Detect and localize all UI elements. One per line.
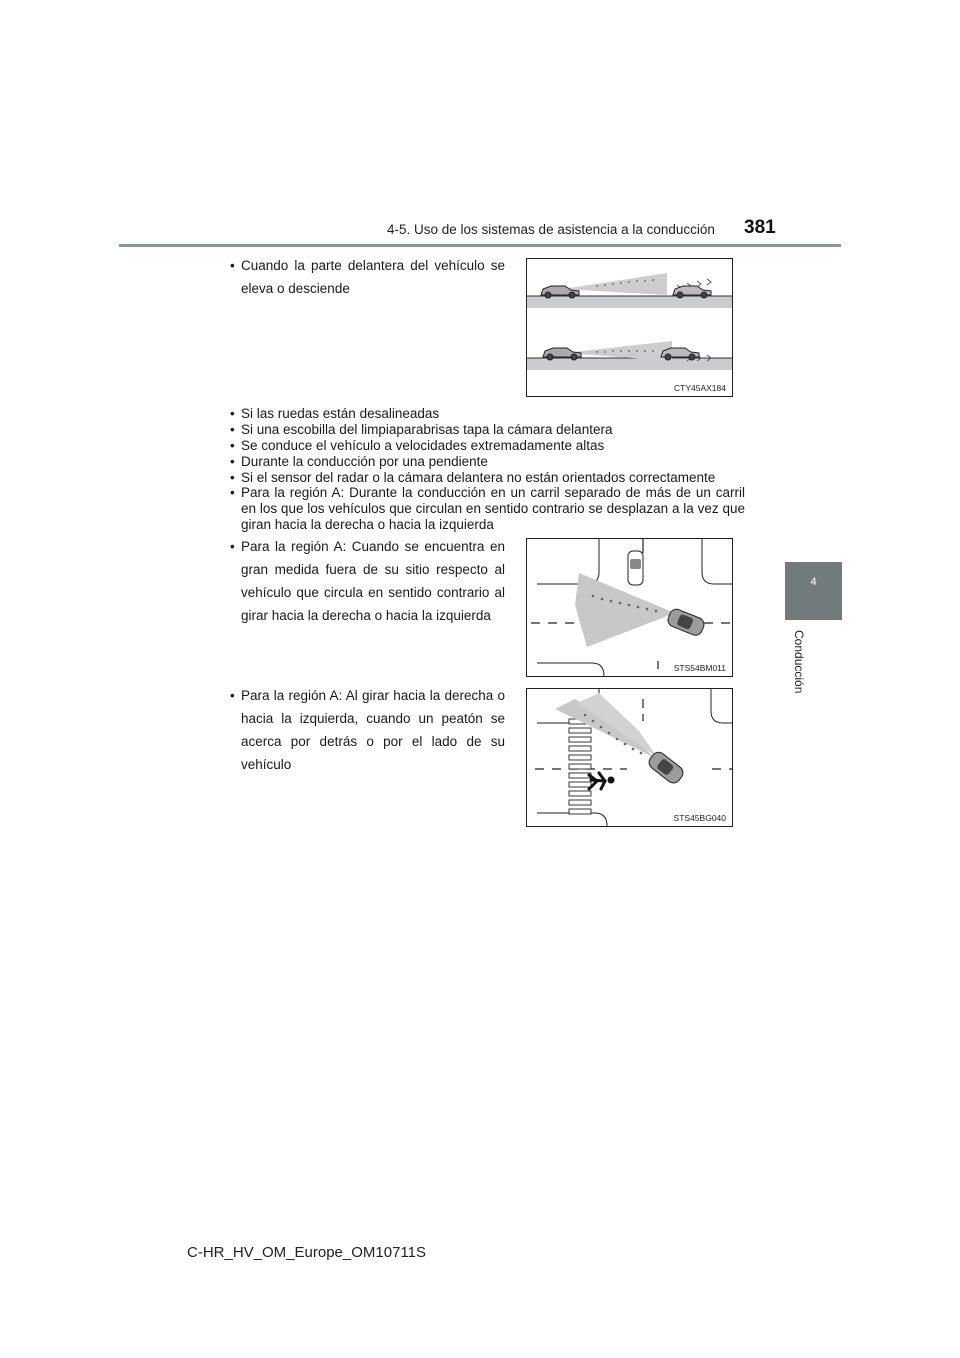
bullet-marker: •: [230, 485, 235, 500]
bullet-marker: •: [230, 422, 235, 437]
bullet-text: Si una escobilla del limpiaparabrisas tapa la cámara delantera: [241, 422, 613, 437]
section-title: 4-5. Uso de los sistemas de asistencia a la conducción: [387, 222, 715, 237]
bullet-text: Si el sensor del radar o la cámara delantera no están orientados correctamente: [241, 470, 716, 485]
bullet-marker: •: [230, 438, 235, 453]
chapter-label: Conducción: [792, 630, 806, 694]
bullet-marker: •: [230, 406, 235, 421]
bullet-text: Durante la conducción por una pendiente: [241, 454, 488, 469]
figure-intersection-turn: [526, 538, 733, 677]
bullet-front-rise: [230, 254, 505, 300]
bullet-text: Para la región A: Al girar hacia la derecha o hacia la izquierda, cuando un peatón se acerca por detrás o por el lado de su vehículo: [241, 688, 505, 772]
bullet-marker: •: [230, 539, 235, 554]
figure-code: CTY45AX184: [674, 383, 726, 393]
bullet-marker: •: [230, 454, 235, 469]
figure-pedestrian-illustration: [527, 689, 732, 826]
bullet-lane: [230, 485, 745, 533]
bullet-marker: •: [230, 688, 235, 703]
figure-intersection-illustration: [527, 539, 732, 676]
bullet-marker: •: [230, 470, 235, 485]
bullet-turning-offset: [230, 535, 505, 627]
figure-pedestrian-crossing: [526, 688, 733, 827]
figure-code: STS45BG040: [673, 813, 726, 823]
document-code: C-HR_HV_OM_Europe_OM10711S: [187, 1244, 426, 1261]
figure-code: STS54BM011: [673, 663, 726, 673]
figure-radar-slope-illustration: [527, 259, 732, 396]
bullet-text: Si las ruedas están desalineadas: [241, 406, 440, 421]
bullet-marker: •: [230, 258, 235, 273]
bullet-text: Para la región A: Durante la conducción en un carril separado de más de un carril en los que los vehículos que circulan en sentido contrario se desplazan a la vez que giran hacia la derecha o hacia la izquierda: [241, 485, 745, 532]
chapter-tab: [785, 562, 842, 620]
bullet-text: Se conduce el vehículo a velocidades extremadamente altas: [241, 438, 605, 453]
bullet-pedestrian: [230, 684, 505, 776]
chapter-number: 4: [810, 576, 817, 588]
bullet-text: Cuando la parte delantera del vehículo se eleva o desciende: [241, 258, 505, 296]
bullet-text: Para la región A: Cuando se encuentra en gran medida fuera de su sitio respecto al vehículo que circula en sentido contrario al girar hacia la derecha o hacia la izquierda: [241, 539, 505, 623]
header-divider: [119, 244, 841, 247]
page-number: 381: [744, 217, 776, 238]
figure-radar-slope: [526, 258, 733, 397]
